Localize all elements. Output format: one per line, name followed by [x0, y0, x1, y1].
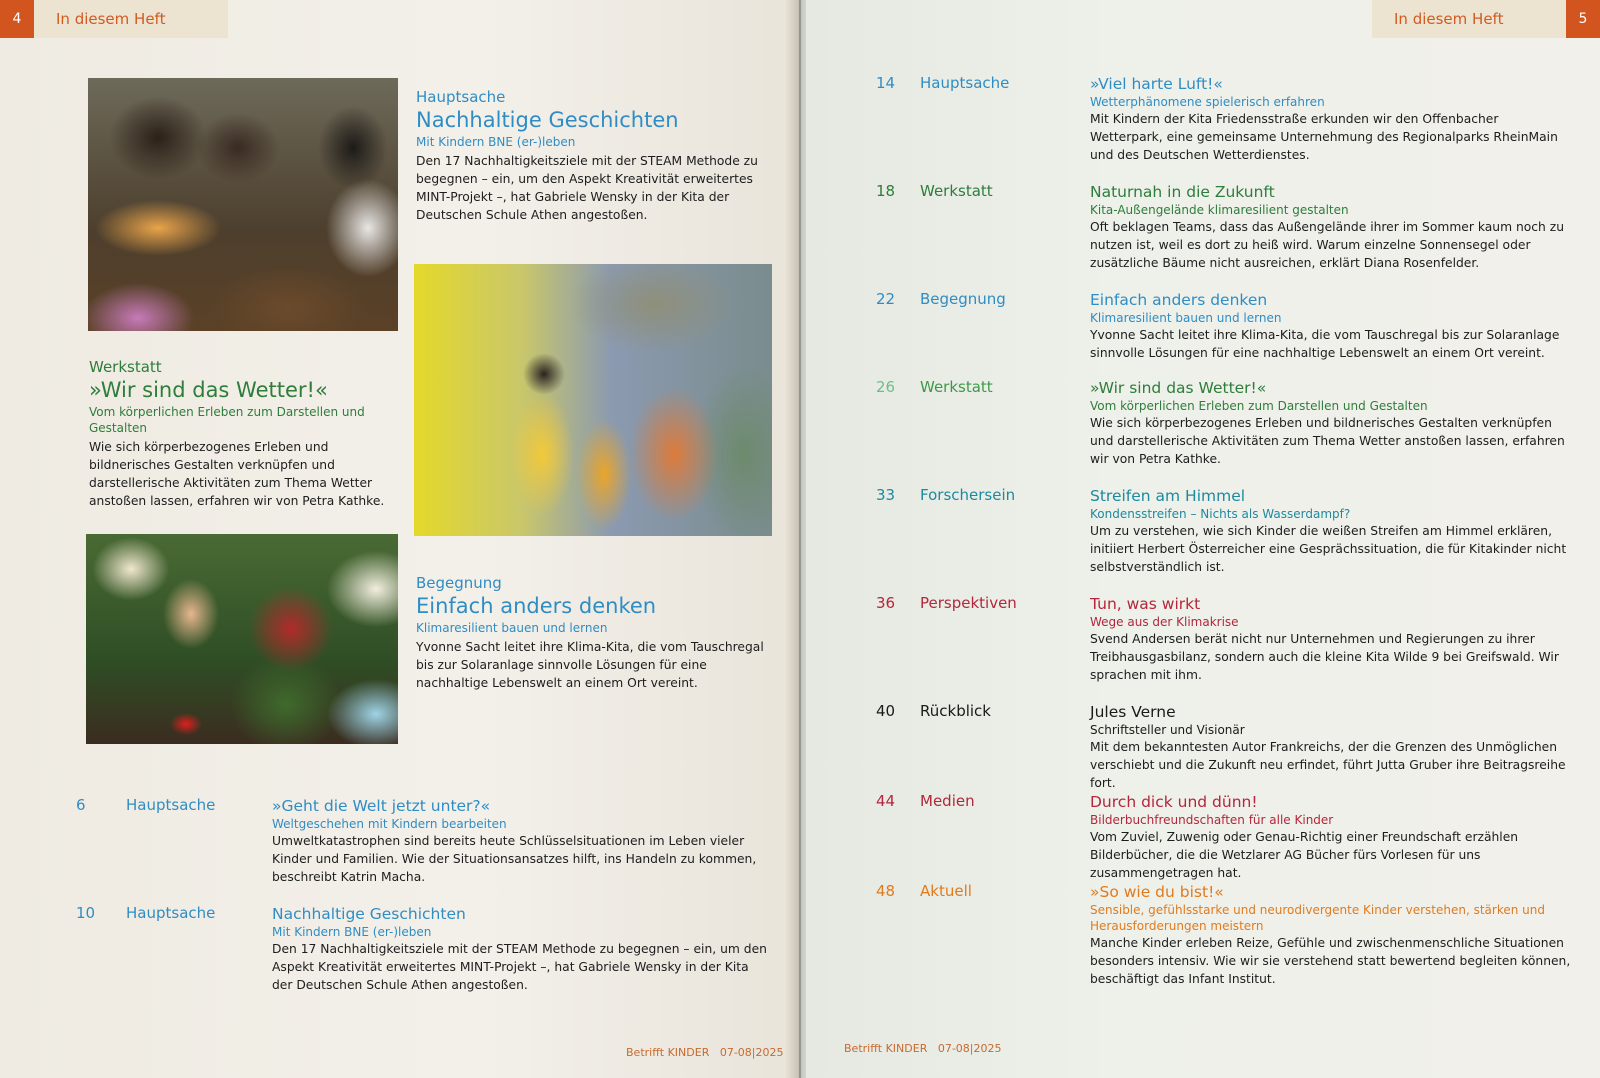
photo-children-digging	[88, 78, 398, 331]
toc-title: »So wie du bist!«	[1090, 883, 1224, 901]
right-page	[806, 0, 1600, 1078]
toc-body: Svend Andersen berät nicht nur Unternehmen und Regierungen zu ihrer Treibhausgasbilanz, sondern auch die kleine Kita Wilde 9 bei Greifswald. Wir sprachen mit ihm.	[1090, 632, 1559, 682]
toc-entry[interactable]	[876, 290, 1576, 370]
toc-body: Manche Kinder erleben Reize, Gefühle und zwischenmenschliche Situationen besonders intensiv. Wie wir sie verstehend statt bewertend begleiten können, beschäftigt das Infant Institut.	[1090, 936, 1571, 986]
toc-subtitle: Bilderbuchfreundschaften für alle Kinder	[1090, 813, 1334, 827]
feature-subtitle: Mit Kindern BNE (er-)leben	[416, 135, 576, 149]
feature-einfach-anders-denken[interactable]	[416, 574, 766, 692]
toc-entry[interactable]	[876, 378, 1576, 474]
feature-nachhaltige-geschichten[interactable]	[416, 88, 761, 224]
photo-children-behind-sheet	[414, 264, 772, 536]
toc-body: Umweltkatastrophen sind bereits heute Schlüsselsituationen im Leben vieler Kinder und Familien. Wie der Situationsansatzes hilft, ins Handeln zu kommen, beschreibt Katrin Macha.	[272, 834, 757, 884]
toc-page-number: 40	[876, 702, 896, 720]
photo-children-berries	[86, 534, 398, 744]
toc-category: Forschersein	[920, 486, 1016, 504]
toc-page-number: 6	[76, 796, 86, 814]
toc-body: Oft beklagen Teams, dass das Außengelände ihrer im Sommer kaum noch zu nutzen ist, weil es dort zu heiß wird. Warum einzelne Sonnensegel oder zusätzliche Bäume nicht ausreichen, erklärt Diana Rosenfelder.	[1090, 220, 1564, 270]
feature-title: Nachhaltige Geschichten	[416, 108, 679, 132]
section-tab: In diesem Heft	[1372, 0, 1566, 38]
toc-entry[interactable]	[876, 792, 1576, 880]
toc-page-number: 22	[876, 290, 896, 308]
toc-subtitle: Weltgeschehen mit Kindern bearbeiten	[272, 817, 507, 831]
toc-title: Tun, was wirkt	[1090, 595, 1201, 613]
toc-category: Hauptsache	[126, 796, 216, 814]
toc-category: Rückblick	[920, 702, 991, 720]
toc-category: Hauptsache	[920, 74, 1010, 92]
feature-subtitle: Klimaresilient bauen und lernen	[416, 621, 608, 635]
toc-subtitle: Klimaresilient bauen und lernen	[1090, 311, 1282, 325]
toc-text	[1090, 702, 1575, 792]
toc-category: Begegnung	[920, 290, 1006, 308]
toc-subtitle: Mit Kindern BNE (er-)leben	[272, 925, 432, 939]
toc-body: Um zu verstehen, wie sich Kinder die weißen Streifen am Himmel erklären, initiiert Herbert Österreicher eine Gesprächssituation, die für Kitakinder nicht selbstverständlich ist.	[1090, 524, 1567, 574]
toc-page-number: 26	[876, 378, 896, 396]
toc-text	[1090, 594, 1575, 684]
feature-body: Den 17 Nachhaltigkeitsziele mit der STEAM Methode zu begegnen – ein, um den Aspekt Kreativität erweitertes MINT-Projekt –, hat Gabriele Wensky in der Kita der Deutschen Schule Athen angestoßen.	[416, 154, 758, 222]
toc-title: »Geht die Welt jetzt unter?«	[272, 797, 491, 815]
toc-page-number: 48	[876, 882, 896, 900]
toc-subtitle: Kondensstreifen – Nichts als Wasserdampf?	[1090, 507, 1351, 521]
toc-title: Naturnah in die Zukunft	[1090, 183, 1275, 201]
toc-text	[1090, 378, 1575, 468]
toc-subtitle: Sensible, gefühlsstarke und neurodivergente Kinder verstehen, stärken und Herausforderungen meistern	[1090, 903, 1545, 933]
toc-category: Perspektiven	[920, 594, 1017, 612]
toc-page-number: 14	[876, 74, 896, 92]
toc-body: Wie sich körperbezogenes Erleben und bildnerisches Gestalten verknüpfen und darstellerische Aktivitäten zum Thema Wetter anstoßen lassen, erfahren wir von Petra Kathke.	[1090, 416, 1565, 466]
toc-page-number: 36	[876, 594, 896, 612]
toc-title: Einfach anders denken	[1090, 291, 1268, 309]
page-number: 4	[0, 0, 34, 38]
feature-body: Yvonne Sacht leitet ihre Klima-Kita, die vom Tauschregal bis zur Solaranlage sinnvolle Lösungen für eine nachhaltige Lebenswelt an einem Ort vereint.	[416, 640, 764, 690]
page-number: 5	[1566, 0, 1600, 38]
toc-text	[1090, 290, 1575, 362]
toc-text	[1090, 74, 1575, 164]
feature-kicker: Werkstatt	[89, 358, 162, 376]
toc-text	[272, 796, 772, 886]
toc-body: Vom Zuviel, Zuwenig oder Genau-Richtig einer Freundschaft erzählen Bilderbücher, die die Wetzlarer AG Bücher fürs Vorlesen für uns zusammengetragen hat.	[1090, 830, 1519, 880]
toc-subtitle: Wege aus der Klimakrise	[1090, 615, 1239, 629]
toc-entry[interactable]	[76, 904, 776, 1004]
toc-entry[interactable]	[876, 74, 1576, 170]
toc-text	[1090, 182, 1575, 272]
toc-page-number: 10	[76, 904, 96, 922]
feature-body: Wie sich körperbezogenes Erleben und bildnerisches Gestalten verknüpfen und darstellerische Aktivitäten zum Thema Wetter anstoßen lassen, erfahren wir von Petra Kathke.	[89, 440, 385, 508]
toc-page-number: 18	[876, 182, 896, 200]
toc-entry[interactable]	[876, 594, 1576, 690]
toc-text	[272, 904, 772, 994]
toc-body: Mit dem bekanntesten Autor Frankreichs, der die Grenzen des Unmöglichen verschiebt und die Zukunft neu erfindet, führt Jutta Gruber ihre Beitragsreihe fort.	[1090, 740, 1566, 790]
toc-entry[interactable]	[876, 882, 1576, 992]
toc-subtitle: Kita-Außengelände klimaresilient gestalten	[1090, 203, 1349, 217]
toc-entry[interactable]	[876, 182, 1576, 278]
feature-kicker: Hauptsache	[416, 88, 506, 106]
feature-subtitle: Vom körperlichen Erleben zum Darstellen und Gestalten	[89, 405, 365, 435]
toc-subtitle: Schriftsteller und Visionär	[1090, 723, 1245, 737]
feature-title: Einfach anders denken	[416, 594, 657, 618]
toc-page-number: 33	[876, 486, 896, 504]
page-footer: Betrifft KINDER 07-08|2025	[844, 1042, 1002, 1055]
toc-body: Yvonne Sacht leitet ihre Klima-Kita, die vom Tauschregal bis zur Solaranlage sinnvolle Lösungen für eine nachhaltige Lebenswelt an einem Ort vereint.	[1090, 328, 1560, 360]
toc-category: Hauptsache	[126, 904, 216, 922]
feature-wir-sind-das-wetter[interactable]	[89, 358, 399, 510]
feature-title: »Wir sind das Wetter!«	[89, 378, 328, 402]
toc-body: Den 17 Nachhaltigkeitsziele mit der STEAM Methode zu begegnen – ein, um den Aspekt Kreativität erweitertes MINT-Projekt –, hat Gabriele Wensky in der Kita der Deutschen Schule Athen angestoßen.	[272, 942, 767, 992]
toc-title: Nachhaltige Geschichten	[272, 905, 466, 923]
toc-category: Medien	[920, 792, 975, 810]
toc-title: »Viel harte Luft!«	[1090, 75, 1223, 93]
page-footer: Betrifft KINDER 07-08|2025	[626, 1046, 784, 1059]
feature-kicker: Begegnung	[416, 574, 502, 592]
toc-title: »Wir sind das Wetter!«	[1090, 379, 1267, 397]
toc-category: Werkstatt	[920, 182, 993, 200]
toc-title: Streifen am Himmel	[1090, 487, 1246, 505]
toc-title: Durch dick und dünn!	[1090, 793, 1258, 811]
toc-entry[interactable]	[876, 702, 1576, 790]
section-tab: In diesem Heft	[34, 0, 228, 38]
toc-text	[1090, 882, 1575, 988]
toc-text	[1090, 792, 1575, 882]
toc-subtitle: Vom körperlichen Erleben zum Darstellen und Gestalten	[1090, 399, 1428, 413]
toc-page-number: 44	[876, 792, 896, 810]
toc-text	[1090, 486, 1575, 576]
toc-entry[interactable]	[76, 796, 776, 891]
toc-body: Mit Kindern der Kita Friedensstraße erkunden wir den Offenbacher Wetterpark, eine gemeinsame Unternehmung des Regionalparks RheinMain und des Deutschen Wetterdienstes.	[1090, 112, 1558, 162]
toc-category: Werkstatt	[920, 378, 993, 396]
toc-category: Aktuell	[920, 882, 972, 900]
toc-entry[interactable]	[876, 486, 1576, 582]
toc-title: Jules Verne	[1090, 703, 1176, 721]
toc-subtitle: Wetterphänomene spielerisch erfahren	[1090, 95, 1325, 109]
